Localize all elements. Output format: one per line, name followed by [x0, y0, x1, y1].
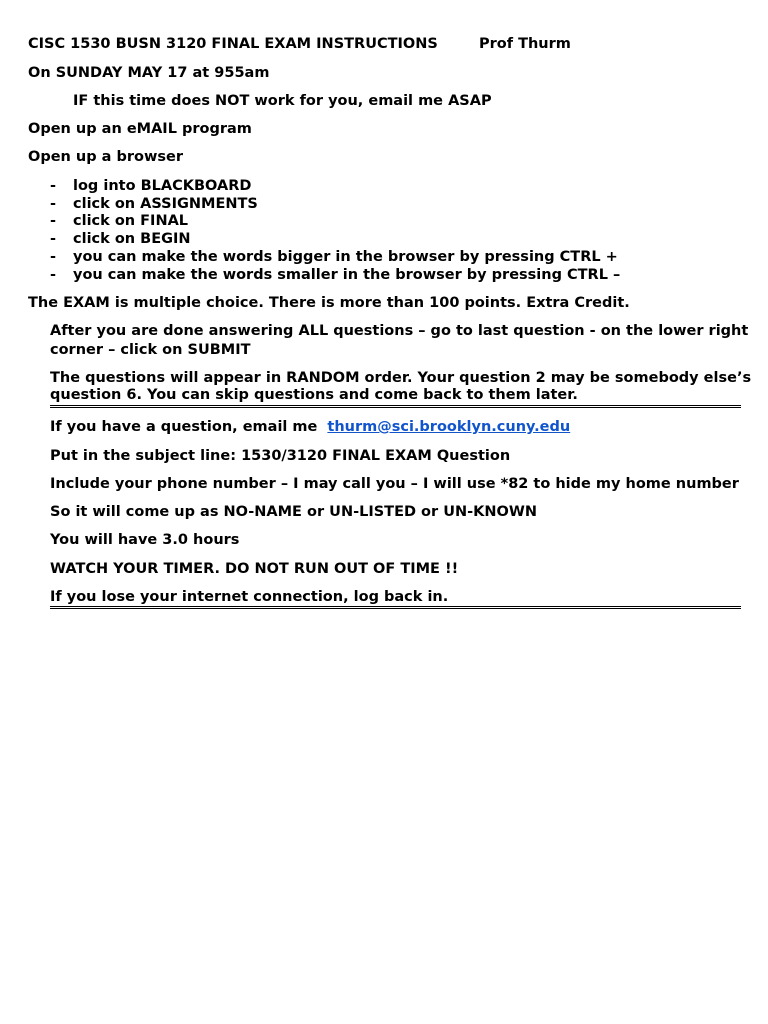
step-open-browser: Open up a browser	[28, 149, 183, 165]
submit-instruction-2: corner – click on SUBMIT	[50, 342, 251, 358]
question-contact-text: If you have a question, email me	[50, 419, 318, 435]
bullet-dash: -	[50, 266, 57, 283]
step-open-email: Open up an eMAIL program	[28, 121, 252, 137]
question-contact-line	[50, 419, 570, 436]
reconnect-note: If you lose your internet connection, log back in.	[50, 589, 449, 605]
random-order-note-1: The questions will appear in RANDOM order. Your question 2 may be somebody else’s	[50, 370, 752, 386]
bullet-dash: -	[50, 178, 57, 194]
bullet-text: click on FINAL	[73, 213, 189, 230]
email-link[interactable]: thurm@sci.brooklyn.cuny.edu	[327, 419, 571, 435]
exam-date-line: On SUNDAY MAY 17 at 955am	[28, 65, 270, 81]
random-order-note-2: question 6. You can skip questions and come back to them later.	[50, 387, 578, 403]
exam-duration-note: You will have 3.0 hours	[50, 532, 240, 548]
double-rule-divider	[50, 606, 741, 609]
bullet-dash: -	[50, 213, 57, 230]
exam-format-line: The EXAM is multiple choice. There is more than 100 points. Extra Credit.	[28, 295, 630, 311]
list-item	[50, 231, 620, 249]
exam-title: CISC 1530 BUSN 3120 FINAL EXAM INSTRUCTIONS	[28, 36, 438, 52]
phone-number-note: Include your phone number – I may call you – I will use *82 to hide my home number	[50, 476, 739, 492]
bullet-text: you can make the words smaller in the browser by pressing CTRL –	[73, 266, 621, 283]
bullet-text: click on ASSIGNMENTS	[73, 195, 258, 212]
list-item	[50, 196, 620, 214]
list-item	[50, 249, 620, 267]
bullet-text: click on BEGIN	[73, 231, 191, 248]
bullet-dash: -	[50, 195, 57, 212]
bullet-text: you can make the words bigger in the browser by pressing CTRL +	[73, 248, 618, 265]
double-rule-divider	[50, 405, 741, 408]
list-item	[50, 213, 620, 231]
list-item	[50, 178, 620, 196]
caller-id-note: So it will come up as NO-NAME or UN-LISTED or UN-KNOWN	[50, 504, 537, 520]
submit-instruction-1: After you are done answering ALL questions – go to last question - on the lower right	[50, 323, 749, 339]
conflict-note: IF this time does NOT work for you, email me ASAP	[73, 93, 492, 109]
subject-line-note: Put in the subject line: 1530/3120 FINAL EXAM Question	[50, 448, 511, 464]
professor-name: Prof Thurm	[479, 36, 571, 52]
timer-warning: WATCH YOUR TIMER. DO NOT RUN OUT OF TIME !!	[50, 561, 459, 577]
bullet-dash: -	[50, 248, 57, 265]
list-item	[50, 267, 620, 285]
bullet-text: log into BLACKBOARD	[73, 178, 252, 194]
browser-steps-list	[50, 178, 620, 284]
bullet-dash: -	[50, 231, 57, 248]
